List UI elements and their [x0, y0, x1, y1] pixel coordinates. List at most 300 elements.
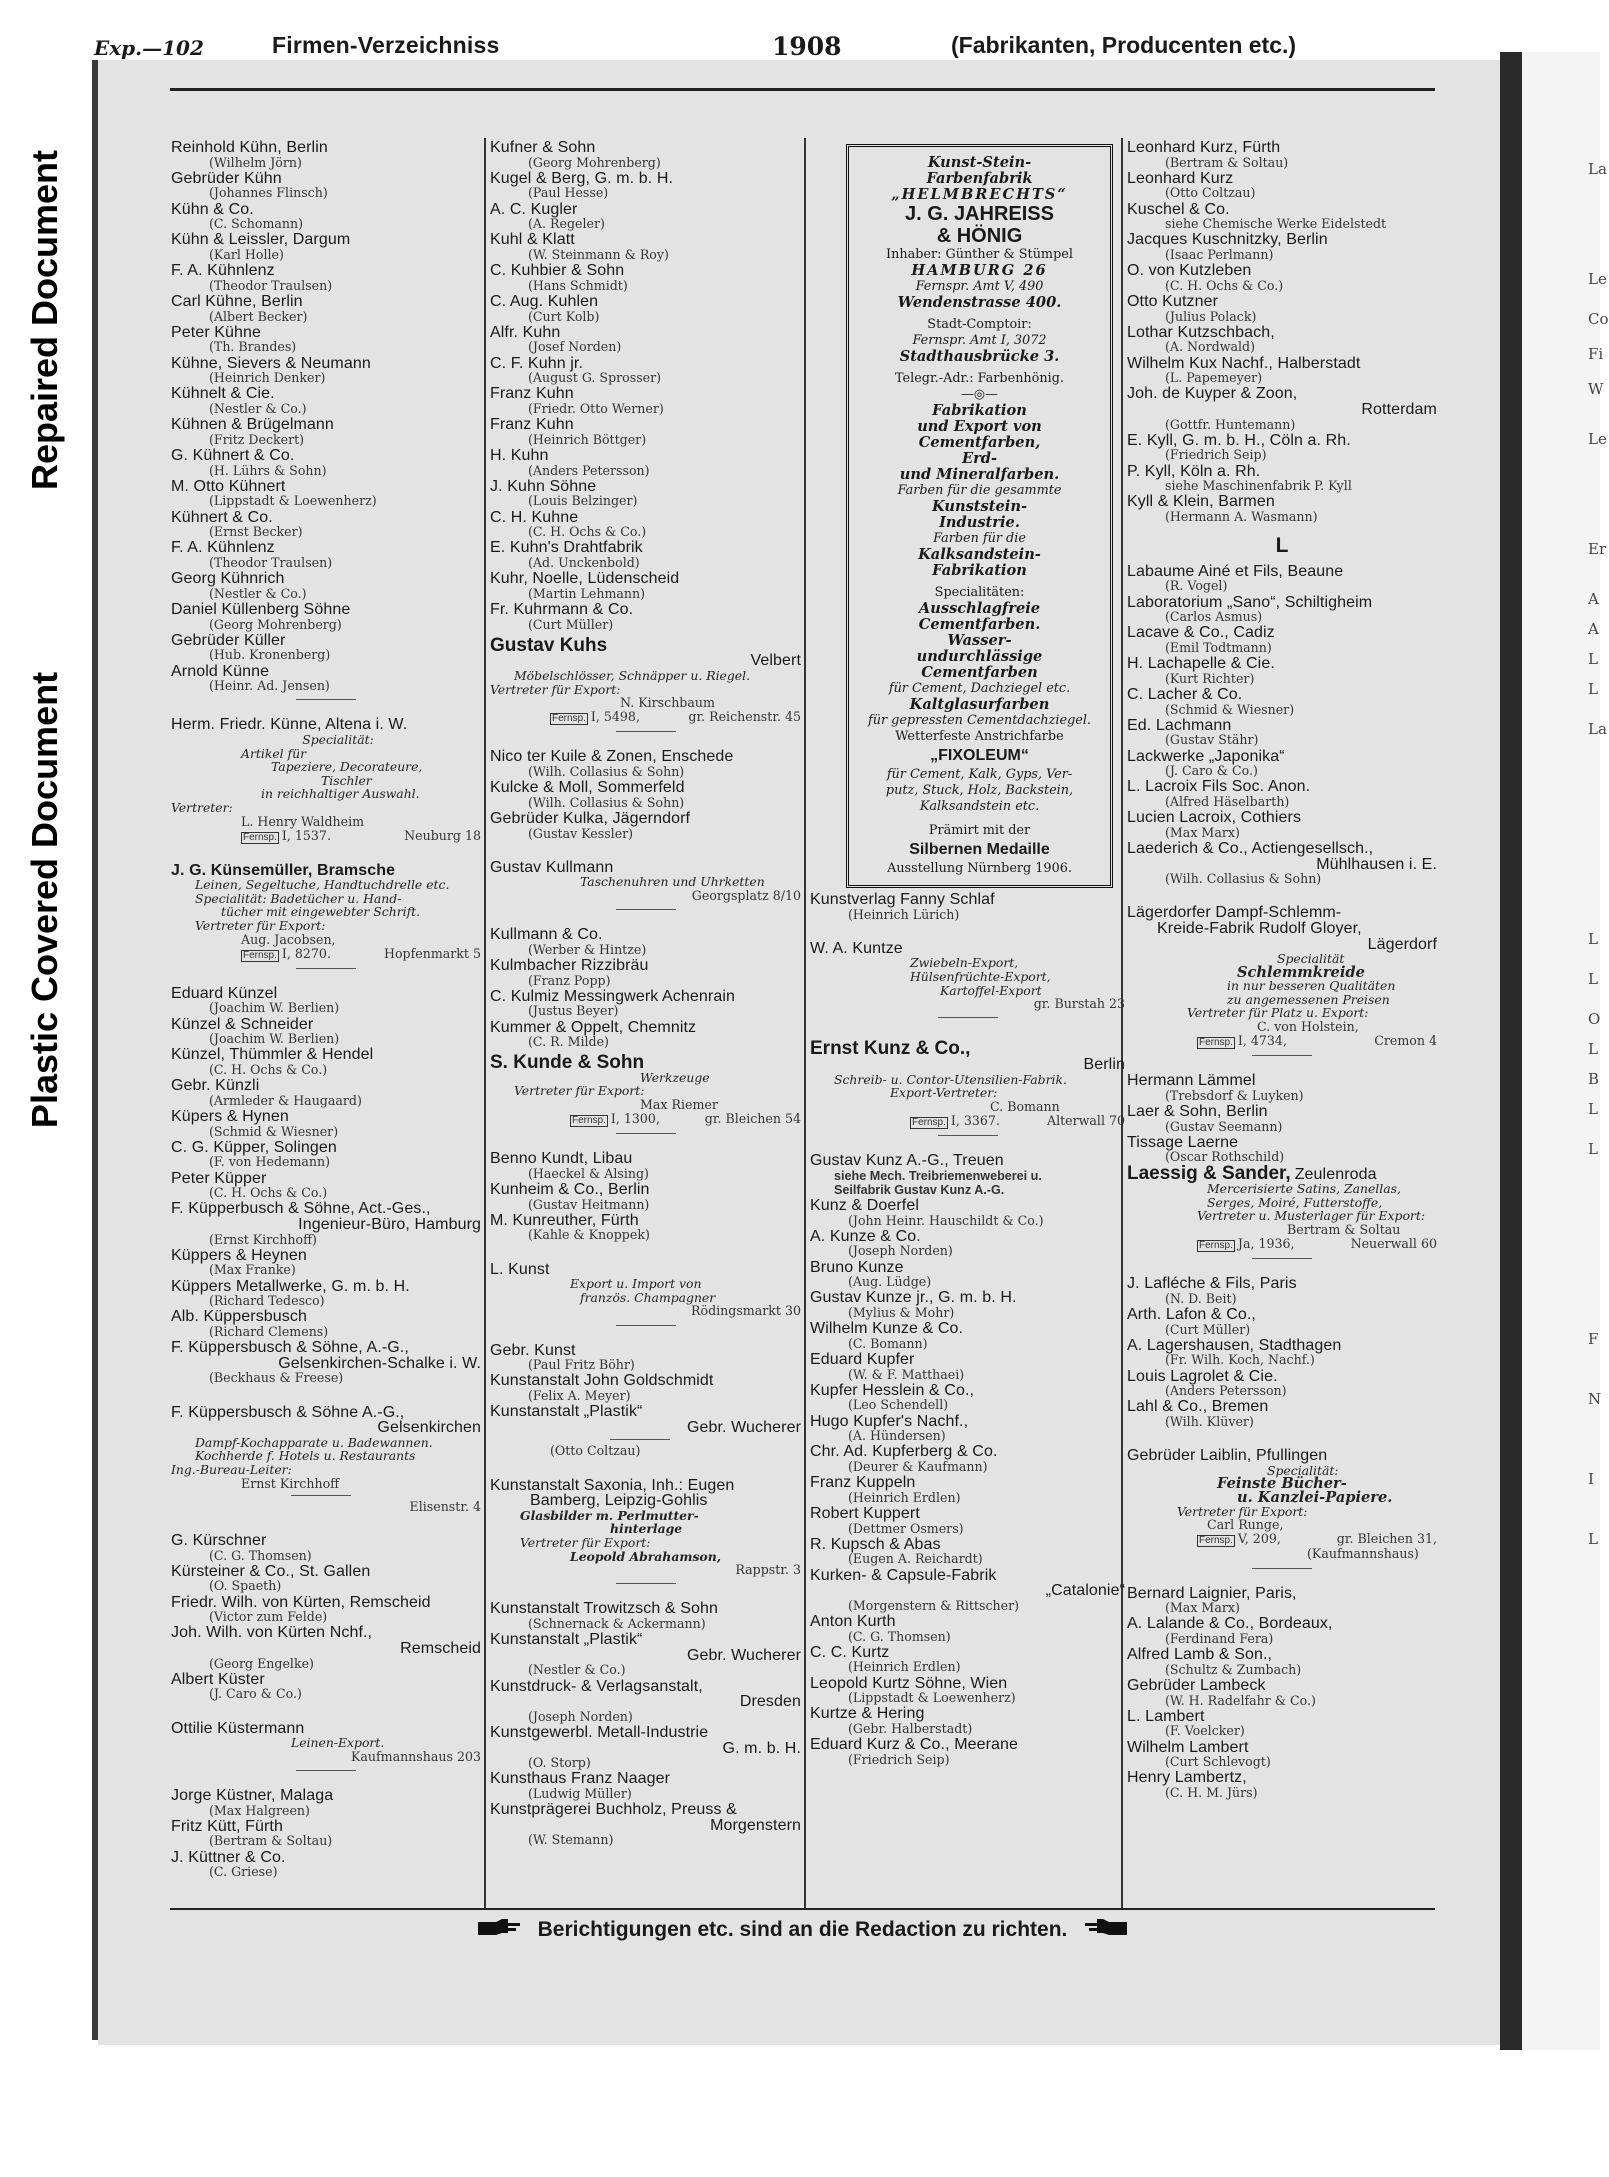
entry-name: Carl Kühne, Berlin [171, 292, 303, 310]
list-item [171, 448, 481, 478]
kullmann-entry [490, 860, 801, 903]
entry-rep: Vertreter: [171, 799, 233, 815]
column-3 [810, 140, 1125, 1900]
section-letter: L [1275, 534, 1289, 558]
entry-name-cont: Gebr. Wucherer [686, 1646, 801, 1664]
list-item [490, 171, 801, 201]
entry-agent: L. Henry Waldheim [241, 813, 365, 829]
ad-text: und Export von [917, 418, 1042, 435]
entry-addr: (Kaufmannshaus) [1307, 1546, 1419, 1562]
entry-agent: (C. Griese) [209, 1864, 278, 1880]
entry-agent: (Gustav Kessler) [528, 825, 634, 841]
entry-name: Bruno Kunze [810, 1258, 904, 1276]
entry-name: J. Küttner & Co. [171, 1848, 286, 1866]
entry-name: Reinhold Kühn, Berlin [171, 139, 328, 156]
ad-text: Ausschlagfreie [918, 600, 1041, 617]
entry-agent: (Leo Schendell) [848, 1397, 949, 1413]
bleed-letter: A [1588, 590, 1599, 608]
entry-name: E. Kuhn's Drahtfabrik [490, 539, 643, 557]
entry-agent: (Armleder & Haugaard) [209, 1092, 362, 1108]
list-item [1127, 171, 1437, 201]
list-item [1127, 841, 1437, 886]
entry-agent: (Joachim W. Berlien) [209, 1000, 340, 1016]
entry-name: J. Lafléche & Fils, Paris [1127, 1275, 1297, 1293]
entry-desc: tücher mit eingewebter Schrift. [221, 904, 421, 920]
entry-agent: (C. Schomann) [209, 216, 304, 232]
entry-name: Arth. Lafon & Co., [1127, 1306, 1256, 1324]
entry-name: Künzel, Thümmler & Hendel [171, 1046, 374, 1064]
entry-desc: Specialität: Badetücher u. Hand- [195, 890, 402, 906]
category-title: (Fabrikanten, Producenten etc.) [951, 32, 1297, 58]
entry-agent: (Heinrich Lürich) [848, 906, 960, 922]
entry-desc: Ing.-Bureau-Leiter: [171, 1462, 292, 1477]
entry-rep: Vertreter u. Musterlager für Export: [1197, 1208, 1425, 1224]
entry-rep: Vertreter für Export: [514, 1083, 645, 1099]
entry-name: M. Otto Kühnert [171, 477, 286, 495]
list-item [810, 1444, 1125, 1474]
entry-name: F. Küppersbusch & Söhne A.-G., [171, 1403, 405, 1421]
list-item [490, 602, 801, 632]
entry-desc: Hülsenfrüchte-Export, [910, 968, 1051, 984]
entry-agent: (O. Storp) [528, 1755, 591, 1771]
entry-name: Labaume Ainé et Fils, Beaune [1127, 562, 1344, 580]
entry-name: A. Kunze & Co. [810, 1227, 921, 1245]
entry-agent: siehe Maschinenfabrik P. Kyll [1165, 478, 1352, 494]
entry-desc: u. Kanzlei-Papiere. [1237, 1489, 1393, 1506]
list-item [490, 325, 801, 355]
bleed-letter: I [1588, 1470, 1594, 1488]
entry-agent: (Schmid & Wiesner) [209, 1123, 339, 1139]
entry-spec: Specialität: [302, 731, 374, 747]
entry-name: Kunheim & Co., Berlin [490, 1181, 650, 1199]
list-item [1127, 263, 1437, 293]
entry-name: Alfred Lamb & Son., [1127, 1646, 1273, 1664]
phone-icon: Fernsp. [552, 713, 586, 725]
entry-agent: (Trebsdorf & Luyken) [1165, 1087, 1304, 1103]
entry-addr: Rappstr. 3 [735, 1562, 801, 1578]
entry-name: Kunstanstalt „Plastik“ [490, 1631, 643, 1649]
list-item [171, 1279, 481, 1309]
list-item [171, 263, 481, 293]
bleed-letter: La [1588, 720, 1607, 738]
entry-agent: (Ernst Becker) [209, 524, 303, 540]
entry-name: Joh. de Kuyper & Zoon, [1127, 385, 1298, 403]
entry-addr: gr. Bleichen 54 [704, 1111, 801, 1127]
entry-name: Kurken- & Capsule-Fabrik [810, 1566, 997, 1584]
list-item [1127, 564, 1437, 594]
page-footer [170, 1918, 1435, 1942]
entry-name: Gustav Kullmann [490, 858, 614, 876]
entry-name: Robert Kuppert [810, 1504, 920, 1522]
bleed-letter: L [1588, 970, 1598, 988]
list-item [810, 1475, 1125, 1505]
list-item [171, 1672, 481, 1702]
list-item [810, 1321, 1125, 1351]
entry-agent: (Kurt Richter) [1165, 670, 1255, 686]
entry-agent: (Lippstadt & Loewenherz) [848, 1690, 1016, 1706]
entry-rep: Vertreter für Export: [1177, 1503, 1308, 1519]
ad-text: Erd- [961, 450, 998, 467]
entry-name: C. Kulmiz Messingwerk Achenrain [490, 987, 735, 1005]
entry-agent: (Karl Holle) [209, 246, 284, 262]
phone-icon: Fernsp. [912, 1116, 946, 1128]
entry-name: Gebr. Kunst [490, 1341, 576, 1359]
ad-text: undurchlässige [916, 648, 1043, 665]
entry-name: Fritz Kütt, Fürth [171, 1817, 283, 1835]
entry-name: P. Kyll, Köln a. Rh. [1127, 462, 1261, 480]
bleed-letter: L [1588, 930, 1598, 948]
entry-agent: (Gustav Heitmann) [528, 1196, 650, 1212]
list-item [490, 140, 801, 170]
bleed-letter: L [1588, 680, 1598, 698]
entry-name: H. Kuhn [490, 446, 549, 464]
bleed-letter: Er [1588, 540, 1607, 558]
list-item [1127, 1647, 1437, 1677]
entry-rep: Vertreter für Export: [195, 918, 326, 934]
entry-name: Kunstanstalt „Plastik“ [490, 1403, 643, 1421]
entry-agent: (Friedrich Seip) [1165, 447, 1267, 463]
entry-name: F. Küppersbusch & Söhne, A.-G., [171, 1339, 409, 1357]
page-header [94, 32, 1297, 82]
list-item [1127, 625, 1437, 655]
entry-name: Fr. Kuhrmann & Co. [490, 600, 634, 618]
entry-agent: (Schnernack & Ackermann) [528, 1616, 706, 1631]
column-rule [484, 138, 486, 1908]
bleed-letter: L [1588, 1100, 1598, 1118]
entry-desc: in nur besseren Qualitäten [1227, 978, 1396, 994]
ad-text: Ausstellung Nürnberg 1906. [887, 861, 1072, 876]
list-item [171, 571, 481, 601]
entry-name: L. Lacroix Fils Soc. Anon. [1127, 778, 1311, 796]
list-item [810, 1645, 1125, 1675]
entry-name: Kulmbacher Rizzibräu [490, 956, 649, 974]
entry-agent: (Carlos Asmus) [1165, 609, 1263, 625]
list-item [810, 1414, 1125, 1444]
entry-desc: Seilfabrik Gustav Kunz A.-G. [834, 1182, 1005, 1197]
list-item [810, 1676, 1125, 1706]
entry-addr: Neuerwall 60 [1350, 1236, 1437, 1252]
entry-name: F. A. Kühnlenz [171, 262, 275, 280]
entry-name: Kühn & Leissler, Dargum [171, 231, 351, 249]
entry-agent: (Joseph Norden) [848, 1243, 953, 1259]
kunz-ag-entry [810, 1153, 1125, 1197]
entry-name-cont: „Catalonie“ [1045, 1582, 1125, 1600]
entry-agent: (Schmid & Wiesner) [1165, 701, 1295, 717]
phone-icon: Fernsp. [1199, 1240, 1233, 1252]
entry-name: Leonhard Kurz [1127, 169, 1234, 187]
list-item [490, 263, 801, 293]
bleed-letter: W [1588, 380, 1604, 398]
entry-agent: (Th. Brandes) [209, 339, 297, 355]
entry-agent: Ernst Kirchhoff [241, 1475, 340, 1491]
entry-name: Laer & Sohn, Berlin [1127, 1103, 1268, 1121]
entry-agent: (J. Caro & Co.) [1165, 763, 1258, 779]
entry-name: Lackwerke „Japonika“ [1127, 747, 1285, 765]
list-item [171, 1078, 481, 1108]
list-item [490, 1679, 801, 1724]
entry-agent: (Paul Hesse) [528, 185, 609, 201]
ad-company: & HÖNIG [936, 225, 1023, 247]
entry-addr: Alterwall 70 [1046, 1112, 1125, 1128]
entry-agent: (Max Halgreen) [209, 1802, 310, 1818]
entry-agent: (Albert Becker) [209, 308, 308, 324]
entry-tel: I, 4734, [1237, 1033, 1287, 1049]
entry-agent: (Ernst Kirchhoff) [209, 1231, 317, 1247]
entry-name: Alb. Küppersbusch [171, 1308, 308, 1326]
list-item [171, 1309, 481, 1339]
entry-desc: Schreib- u. Contor-Utensilien-Fabrik. [834, 1071, 1067, 1087]
entry-name: Lothar Kutzschbach, [1127, 323, 1275, 341]
entry-name: Gustav Kunz A.-G., Treuen [810, 1151, 1004, 1169]
entry-tel: I, 8270. [281, 945, 331, 961]
list-item [490, 356, 801, 386]
entry-agent: (H. Lührs & Sohn) [209, 462, 327, 478]
list-item [171, 232, 481, 262]
entry-name: Chr. Ad. Kupferberg & Co. [810, 1443, 998, 1461]
entry-name: G. Kürschner [171, 1532, 267, 1549]
ad-text: Fernspr. Amt V, 490 [915, 279, 1044, 294]
entry-agent: (Nestler & Co.) [209, 400, 307, 416]
entry-agent: (C. H. Ochs & Co.) [1165, 277, 1284, 293]
list-item [1127, 1369, 1437, 1399]
bleed-letter: L [1588, 650, 1598, 668]
entry-name: E. Kyll, G. m. b. H., Cöln a. Rh. [1127, 431, 1351, 449]
list-item [810, 1290, 1125, 1320]
entry-agent: (Aug. Lüdge) [848, 1274, 932, 1290]
list-item [171, 202, 481, 232]
entry-agent: (Deurer & Kaufmann) [848, 1458, 988, 1474]
ad-text: Kalksandstein etc. [919, 799, 1040, 814]
entry-desc: Kartoffel-Export [940, 982, 1042, 998]
list-item [171, 986, 481, 1016]
list-item [490, 1802, 801, 1847]
entry-name: Gebrüder Lambeck [1127, 1676, 1266, 1694]
kunst-entry [490, 1262, 801, 1319]
list-item [171, 540, 481, 570]
entry-name: Kürsteiner & Co., St. Gallen [171, 1562, 371, 1580]
entry-name: Alfr. Kuhn [490, 323, 561, 341]
entry-name: Ottilie Küstermann [171, 1719, 305, 1737]
entry-agent: Bertram & Soltau [1287, 1222, 1401, 1238]
list-item [810, 1229, 1125, 1259]
entry-agent: (Isaac Perlmann) [1165, 246, 1274, 262]
entry-name: Lägerdorf [1367, 935, 1437, 953]
ad-text: Wasser- [947, 632, 1012, 649]
bleed-letter: O [1588, 1010, 1601, 1028]
entry-name: C. F. Kuhn jr. [490, 354, 583, 372]
entry-agent: (Ad. Unckenbold) [528, 554, 640, 570]
entry-agent: (Wilh. Klüver) [1165, 1414, 1254, 1430]
entry-agent: (Ludwig Müller) [528, 1785, 632, 1801]
list-item [810, 1383, 1125, 1413]
phone-icon: Fernsp. [243, 949, 277, 961]
entry-name: F. A. Kühnlenz [171, 539, 275, 557]
entry-name: Peter Küpper [171, 1169, 267, 1187]
entry-agent: (Richard Clemens) [209, 1324, 329, 1340]
phone-icon: Fernsp. [243, 831, 277, 843]
list-item [490, 510, 801, 540]
entry-name: L. Kunst [490, 1260, 550, 1278]
entry-desc: Export u. Import von [570, 1276, 702, 1292]
plastic-covered-document-label: Plastic Covered Document [24, 671, 66, 1129]
entry-agent: (Hermann A. Wasmann) [1165, 508, 1318, 524]
list-item [810, 1737, 1125, 1767]
ad-text: putz, Stuck, Holz, Backstein, [885, 783, 1074, 798]
list-item [490, 479, 801, 509]
entry-name: L. Lambert [1127, 1707, 1205, 1725]
entry-agent: (Max Marx) [1165, 1600, 1240, 1616]
entry-agent: Max Riemer [640, 1097, 718, 1113]
year: 1908 [772, 32, 842, 61]
entry-agent: (Gottfr. Huntemann) [1165, 416, 1296, 432]
list-item [1127, 1616, 1437, 1646]
ad-text: für Cement, Dachziegel etc. [888, 681, 1071, 696]
entry-agent: (W. & F. Matthaei) [848, 1366, 965, 1382]
entry-name: Kunstanstalt John Goldschmidt [490, 1372, 714, 1390]
entry-agent: (Wilh. Collasius & Sohn) [528, 763, 685, 779]
entry-agent: (A. Hündersen) [848, 1428, 946, 1444]
entry-name: J. Kuhn Söhne [490, 477, 597, 495]
bleed-letter: N [1588, 1390, 1602, 1408]
entry-agent: (Haeckel & Alsing) [528, 1165, 649, 1181]
entry-desc: Mercerisierte Satins, Zanellas, [1207, 1181, 1401, 1197]
entry-agent: (Richard Tedesco) [209, 1293, 325, 1309]
entry-agent: (C. G. Thomsen) [848, 1628, 951, 1644]
entry-name-cont: Morgenstern [710, 1816, 801, 1834]
list-item [1127, 433, 1437, 463]
bleed-letter: A [1588, 620, 1599, 638]
ad-text: Specialitäten: [934, 585, 1025, 600]
list-item [171, 1788, 481, 1818]
entry-name-cont: Mühlhausen i. E. [1316, 855, 1437, 873]
entry-name: Gustav Kuhs [490, 634, 608, 656]
entry-name: Bamberg, Leipzig-Gohlis [530, 1492, 708, 1510]
entry-agent: (C. H. M. Jürs) [1165, 1784, 1258, 1800]
entry-desc: hinterlage [610, 1521, 683, 1537]
entry-name: Laessig & Sander, [1127, 1162, 1291, 1184]
entry-name: Kuhl & Klatt [490, 231, 575, 249]
entry-agent: (Bertram & Soltau) [1165, 154, 1289, 170]
list-item [1127, 494, 1437, 524]
list-item [490, 1771, 801, 1801]
entry-agent: (Morgenstern & Rittscher) [848, 1597, 1020, 1613]
entry-name: Kuschel & Co. [1127, 200, 1230, 218]
entry-desc: in reichhaltiger Auswahl. [261, 786, 420, 802]
bleed-letter: Fi [1588, 345, 1604, 363]
entry-city: Zeulenroda [1294, 1165, 1377, 1183]
entry-addr: Hopfenmarkt 5 [383, 945, 481, 961]
ad-text: „HELMBRECHTS“ [891, 186, 1068, 203]
list-item [490, 448, 801, 478]
bleed-letter: L [1588, 1530, 1598, 1548]
entry-agent: (Joachim W. Berlien) [209, 1031, 340, 1047]
list-item [171, 1047, 481, 1077]
entry-addr: Kaufmannshaus 203 [350, 1748, 481, 1764]
entry-name: Nico ter Kuile & Zonen, Enschede [490, 748, 734, 766]
entry-name: Kurtze & Hering [810, 1705, 925, 1723]
list-item [490, 571, 801, 601]
entry-agent: (Lippstadt & Loewenherz) [209, 493, 377, 509]
list-item [1127, 656, 1437, 686]
ad-text: Farbenfabrik [926, 170, 1033, 187]
entry-agent: (Georg Mohrenberg) [209, 616, 342, 632]
entry-name: Hugo Kupfer's Nachf., [810, 1412, 969, 1430]
list-item [810, 1614, 1125, 1644]
entry-agent: (August G. Sprosser) [528, 370, 662, 386]
entry-name: W. A. Kuntze [810, 939, 903, 957]
entry-agent: (Theodor Traulsen) [209, 554, 333, 570]
entry-name: Herm. Friedr. Künne, Altena i. W. [171, 716, 408, 734]
entry-name: Anton Kurth [810, 1612, 896, 1630]
entry-name: Franz Kuppeln [810, 1474, 916, 1492]
entry-agent: (Ferdinand Fera) [1165, 1630, 1274, 1646]
repaired-document-label: Repaired Document [24, 149, 66, 491]
entry-agent: (W. Steinmann & Roy) [528, 246, 669, 262]
entry-agent: (Beckhaus & Freese) [209, 1370, 344, 1386]
entry-agent: (Heinrich Böttger) [528, 431, 647, 447]
entry-name: Lägerdorfer Dampf-Schlemm- [1127, 904, 1342, 922]
entry-agent: (Mylius & Mohr) [848, 1304, 955, 1320]
gloyer-entry [1127, 905, 1437, 1049]
ad-text: Telegr.-Adr.: Farbenhönig. [895, 371, 1064, 386]
column-rule [804, 138, 806, 1908]
list-item [490, 749, 801, 779]
list-item [171, 633, 481, 663]
phone-icon: Fernsp. [572, 1115, 606, 1127]
entry-agent: (Johannes Flinsch) [209, 185, 328, 201]
entry-tel: I, 1300, [610, 1111, 660, 1127]
column-1 [171, 140, 481, 1900]
side-labels [0, 60, 90, 1180]
page-edge [1500, 52, 1522, 2050]
entry-name: Arnold Künne [171, 662, 270, 680]
entry-agent: C. von Holstein, [1257, 1019, 1359, 1035]
list-item [171, 1140, 481, 1170]
saxonia-entry [490, 1478, 801, 1578]
entry-agent: (F. Voelcker) [1165, 1723, 1245, 1739]
entry-name-cont: Rotterdam [1361, 400, 1437, 418]
entry-agent: (C. R. Milde) [528, 1034, 609, 1050]
entry-agent: N. Kirschbaum [620, 695, 715, 711]
entry-name-cont: Ingenieur-Büro, Hamburg [298, 1216, 481, 1234]
ad-text: Fabrikation [932, 562, 1027, 579]
kuppersbusch-entry [171, 1405, 481, 1514]
entry-name: Gebr. Wucherer [686, 1418, 801, 1436]
entry-addr: Neuburg 18 [404, 827, 481, 843]
entry-agent: (Wilh. Collasius & Sohn) [528, 794, 685, 810]
entry-name: Gebr. Künzli [171, 1077, 260, 1095]
entry-name: A. Lagershausen, Stadthagen [1127, 1336, 1342, 1354]
entry-rep: Vertreter für Export: [490, 681, 621, 697]
entry-addr: gr. Burstah 23 [1033, 996, 1125, 1012]
entry-agent: (W. Stemann) [528, 1832, 614, 1848]
entry-addr: Elisenstr. 4 [409, 1498, 481, 1514]
list-item [1127, 294, 1437, 324]
entry-name: Kunstdruck- & Verlagsanstalt, [490, 1677, 703, 1695]
entry-desc: Möbelschlösser, Schnäpper u. Riegel. [514, 667, 751, 683]
list-item [171, 417, 481, 447]
entry-agent: (Oscar Rothschild) [1165, 1149, 1285, 1165]
entry-name: Gustav Kunze jr., G. m. b. H. [810, 1289, 1017, 1307]
list-item [810, 1352, 1125, 1382]
entry-name: Kulcke & Moll, Sommerfeld [490, 779, 685, 797]
entry-tel: I, 3367. [950, 1112, 1000, 1128]
bleed-letter: F [1588, 1330, 1599, 1348]
entry-name: Kullmann & Co. [490, 926, 603, 944]
entry-name: Kufner & Sohn [490, 139, 596, 156]
entry-addr: Georgsplatz 8/10 [691, 887, 801, 903]
entry-agent: (F. von Hedemann) [209, 1154, 331, 1170]
